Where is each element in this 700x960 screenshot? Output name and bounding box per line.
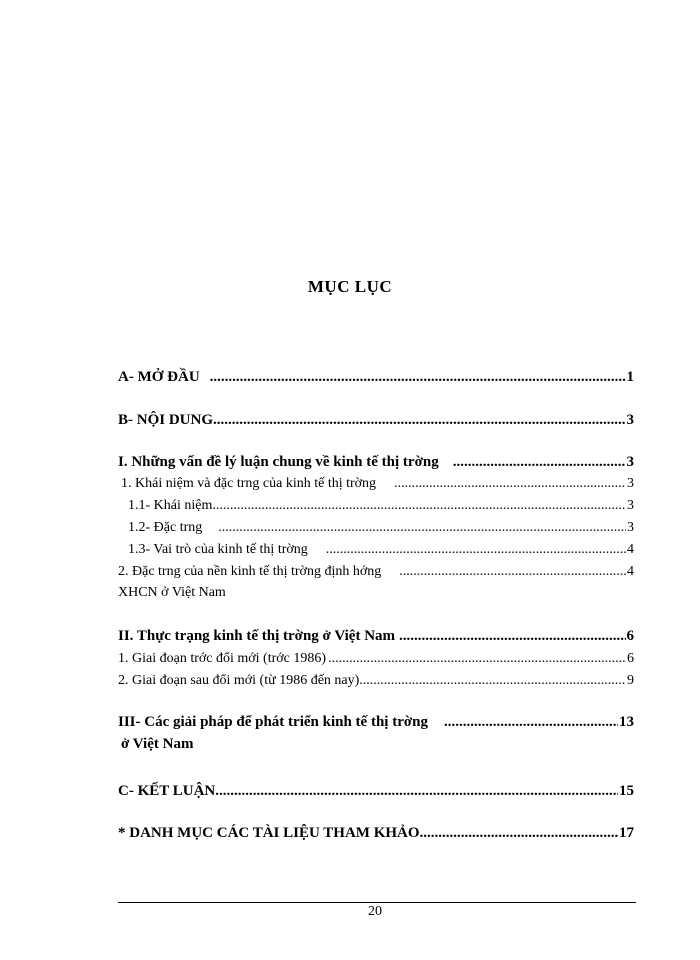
toc-entry-1-2[interactable] <box>128 520 634 536</box>
toc-entry-label: III- Các giải pháp để phát triển kinh tế thị trờng <box>118 714 429 730</box>
toc-entry-label: * DANH MỤC CÁC TÀI LIỆU THAM KHẢO <box>118 825 420 841</box>
page-title: MỤC LỤC <box>307 277 393 296</box>
toc-entry-label: II. Thực trạng kinh tế thị trờng ở Việt Nam <box>118 628 396 644</box>
toc-entry-1[interactable] <box>121 476 634 492</box>
toc-entry-label: 1.1- Khái niệm <box>128 498 213 513</box>
toc-page-number: 3 <box>627 498 634 513</box>
toc-entry-1-1[interactable] <box>128 498 634 514</box>
toc-entry-label: 1. Giai đoạn trớc đổi mới (trớc 1986) <box>118 651 327 666</box>
dot-leader <box>420 825 618 842</box>
toc-entry-2[interactable] <box>118 564 634 580</box>
toc-page-number: 3 <box>627 476 634 491</box>
toc-entry-1-3[interactable] <box>128 542 634 558</box>
dot-leader <box>394 476 626 492</box>
toc-entry-section-1[interactable] <box>118 454 634 471</box>
dot-leader <box>399 564 626 580</box>
toc-page-number: 15 <box>619 783 634 799</box>
toc-page-number: 3 <box>627 520 634 535</box>
toc-entry-label: 2. Giai đoạn sau đổi mới (từ 1986 đến nay) <box>118 673 360 688</box>
toc-entry-2-2[interactable] <box>118 673 634 689</box>
footer-page-number: 20 <box>368 904 382 919</box>
dot-leader <box>399 628 625 645</box>
footer-divider <box>118 902 636 903</box>
toc-page-number: 13 <box>619 714 634 730</box>
toc-entry-ket-luan[interactable] <box>118 783 634 800</box>
toc-entry-label: I. Những vấn đề lý luận chung về kinh tế thị trờng <box>118 454 439 470</box>
dot-leader <box>444 714 618 731</box>
toc-entry-references[interactable] <box>118 825 634 842</box>
toc-entry-label: 2. Đặc trng của nền kinh tế thị trờng định hớng <box>118 564 382 579</box>
toc-entry-continuation: XHCN ở Việt Nam <box>118 585 226 600</box>
toc-page-number: 17 <box>619 825 634 841</box>
toc-page-number: 4 <box>627 564 634 579</box>
toc-entry-label: 1.2- Đặc trng <box>128 520 203 535</box>
toc-entry-label: 1. Khái niệm và đặc trng của kinh tế thị trờng <box>121 476 377 491</box>
toc-entry-noi-dung[interactable] <box>118 412 634 429</box>
toc-entry-2-1[interactable] <box>118 651 634 667</box>
dot-leader <box>215 783 618 800</box>
toc-page-number: 6 <box>626 628 634 644</box>
toc-entry-section-3[interactable] <box>118 714 634 731</box>
toc-entry-continuation: ở Việt Nam <box>121 736 194 752</box>
toc-page-number: 3 <box>626 412 634 428</box>
toc-entry-section-2[interactable] <box>118 628 634 645</box>
dot-leader <box>328 651 626 667</box>
dot-leader <box>210 369 626 386</box>
toc-entry-label: A- MỞ ĐẦU <box>118 369 200 385</box>
toc-entry-label: 1.3- Vai trò của kinh tế thị trờng <box>128 542 308 557</box>
dot-leader <box>218 520 626 536</box>
dot-leader <box>213 412 625 429</box>
toc-page-number: 3 <box>626 454 634 470</box>
toc-page-number: 6 <box>627 651 634 666</box>
dot-leader <box>326 542 626 558</box>
toc-page-number: 9 <box>627 673 634 688</box>
toc-page-number: 1 <box>626 369 634 385</box>
dot-leader <box>212 498 626 514</box>
toc-page-number: 4 <box>627 542 634 557</box>
dot-leader <box>453 454 626 471</box>
dot-leader <box>359 673 626 689</box>
toc-entry-label: C- KẾT LUẬN <box>118 783 216 799</box>
toc-entry-label: B- NỘI DUNG <box>118 412 214 428</box>
toc-entry-mo-dau[interactable] <box>118 369 634 386</box>
